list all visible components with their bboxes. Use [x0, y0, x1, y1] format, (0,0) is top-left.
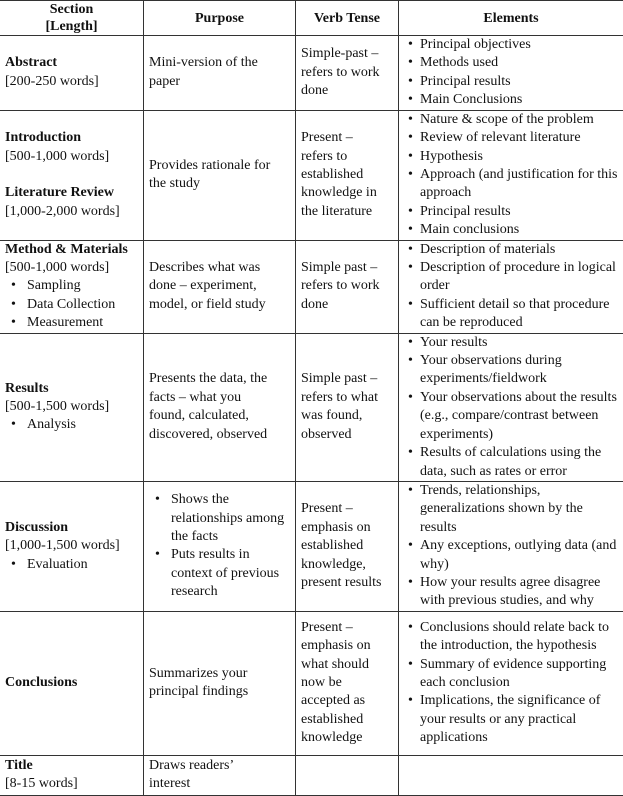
elements-list: [404, 111, 618, 240]
section-title: Title: [5, 757, 138, 775]
header-elements: Elements: [399, 1, 623, 36]
section-title: Conclusions: [5, 674, 138, 692]
section-cell: [0, 481, 144, 611]
element-item: • Principal objectives: [420, 36, 618, 54]
purpose-cell: [144, 36, 296, 111]
element-item: • Sufficient detail so that procedure can be reproduced: [420, 296, 618, 333]
section-length: [8-15 words]: [5, 775, 138, 793]
purpose-text: Draws readers’ interest: [149, 757, 290, 794]
element-item: • Results of calculations using the data, such as rates or error: [420, 444, 618, 481]
elements-cell: [399, 755, 623, 795]
purpose-text: Presents the data, the facts – what you found, calculated, discovered, observed: [149, 370, 290, 444]
elements-cell: [399, 481, 623, 611]
verb-tense-cell: [296, 36, 399, 111]
verb-tense-text: Simple past – refers to what was found, observed: [301, 370, 393, 444]
purpose-text: Describes what was done – experiment, model, or field study: [149, 259, 290, 314]
section-length: [500-1,000 words]: [5, 148, 138, 166]
table-row: [0, 611, 623, 755]
purpose-item: • Shows the relationships among the facts: [171, 491, 290, 546]
subsection-item: • Analysis: [27, 416, 138, 434]
section-cell: [0, 110, 144, 240]
verb-tense-cell: [296, 755, 399, 795]
element-item: • Approach (and justification for this approach: [420, 166, 618, 203]
verb-tense-cell: [296, 333, 399, 481]
elements-list: [404, 334, 618, 481]
element-item: • Review of relevant literature: [420, 129, 618, 147]
subsection-list: [5, 416, 138, 434]
subsection-item: • Sampling: [27, 277, 138, 295]
section-title: Method & Materials: [5, 241, 138, 259]
subsection-list: [5, 277, 138, 332]
spacer: [5, 166, 138, 184]
element-item: • Your observations about the results (e.g., compare/contrast between experiments): [420, 389, 618, 444]
subsection-item: • Data Collection: [27, 296, 138, 314]
section-length: [500-1,500 words]: [5, 398, 138, 416]
subsection-item: • Measurement: [27, 314, 138, 332]
elements-list: [404, 482, 618, 611]
elements-cell: [399, 36, 623, 111]
verb-tense-text: Simple past – refers to work done: [301, 259, 393, 314]
purpose-text: Mini-version of the paper: [149, 54, 290, 91]
table-row: [0, 333, 623, 481]
element-item: • Trends, relationships, generalizations shown by the results: [420, 482, 618, 537]
element-item: • Main conclusions: [420, 221, 618, 239]
section-length: [200-250 words]: [5, 73, 138, 91]
section-cell: [0, 333, 144, 481]
purpose-cell: [144, 611, 296, 755]
element-item: • How your results agree disagree with previous studies, and why: [420, 574, 618, 611]
verb-tense-text: Present – emphasis on what should now be accepted as established knowledge: [301, 619, 393, 748]
verb-tense-text: Present – refers to established knowledge in the literature: [301, 129, 393, 221]
elements-cell: [399, 110, 623, 240]
section-title: Introduction: [5, 129, 138, 147]
purpose-cell: [144, 755, 296, 795]
subsection-item: • Evaluation: [27, 556, 138, 574]
element-item: • Implications, the significance of your results or any practical applications: [420, 692, 618, 747]
section-title: Discussion: [5, 519, 138, 537]
purpose-cell: [144, 240, 296, 333]
purpose-cell: [144, 110, 296, 240]
element-item: • Principal results: [420, 203, 618, 221]
header-row: [0, 1, 623, 36]
elements-cell: [399, 611, 623, 755]
element-item: • Any exceptions, outlying data (and why): [420, 537, 618, 574]
table-row: [0, 481, 623, 611]
section-length: [1,000-2,000 words]: [5, 203, 138, 221]
table-row: [0, 240, 623, 333]
verb-tense-text: Simple-past – refers to work done: [301, 45, 393, 100]
verb-tense-cell: [296, 481, 399, 611]
element-item: • Nature & scope of the problem: [420, 111, 618, 129]
verb-tense-text: Present – emphasis on established knowledge, present results: [301, 500, 393, 592]
purpose-text: Summarizes your principal findings: [149, 665, 290, 702]
section-title: Abstract: [5, 54, 138, 72]
verb-tense-cell: [296, 611, 399, 755]
element-item: • Conclusions should relate back to the introduction, the hypothesis: [420, 619, 618, 656]
section-title: Literature Review: [5, 184, 138, 202]
section-cell: [0, 611, 144, 755]
table-row: [0, 110, 623, 240]
elements-list: [404, 619, 618, 748]
section-cell: [0, 240, 144, 333]
purpose-list: [149, 491, 290, 601]
element-item: • Description of materials: [420, 241, 618, 259]
purpose-text: Provides rationale for the study: [149, 157, 290, 194]
header-verb-tense: Verb Tense: [296, 1, 399, 36]
purpose-cell: [144, 333, 296, 481]
table-row: [0, 36, 623, 111]
section-cell: [0, 755, 144, 795]
element-item: • Your observations during experiments/fieldwork: [420, 352, 618, 389]
element-item: • Summary of evidence supporting each conclusion: [420, 656, 618, 693]
element-item: • Principal results: [420, 73, 618, 91]
element-item: • Your results: [420, 334, 618, 352]
purpose-item: • Puts results in context of previous research: [171, 546, 290, 601]
element-item: • Description of procedure in logical order: [420, 259, 618, 296]
element-item: • Hypothesis: [420, 148, 618, 166]
purpose-cell: [144, 481, 296, 611]
elements-cell: [399, 240, 623, 333]
subsection-list: [5, 556, 138, 574]
section-cell: [0, 36, 144, 111]
section-length: [1,000-1,500 words]: [5, 537, 138, 555]
table-row: [0, 755, 623, 795]
elements-cell: [399, 333, 623, 481]
verb-tense-cell: [296, 110, 399, 240]
elements-list: [404, 36, 618, 110]
section-title: Results: [5, 380, 138, 398]
element-item: • Main Conclusions: [420, 91, 618, 109]
header-section: Section [Length]: [0, 1, 144, 36]
section-length: [500-1,000 words]: [5, 259, 138, 277]
element-item: • Methods used: [420, 54, 618, 72]
verb-tense-cell: [296, 240, 399, 333]
header-purpose: Purpose: [144, 1, 296, 36]
elements-list: [404, 241, 618, 333]
